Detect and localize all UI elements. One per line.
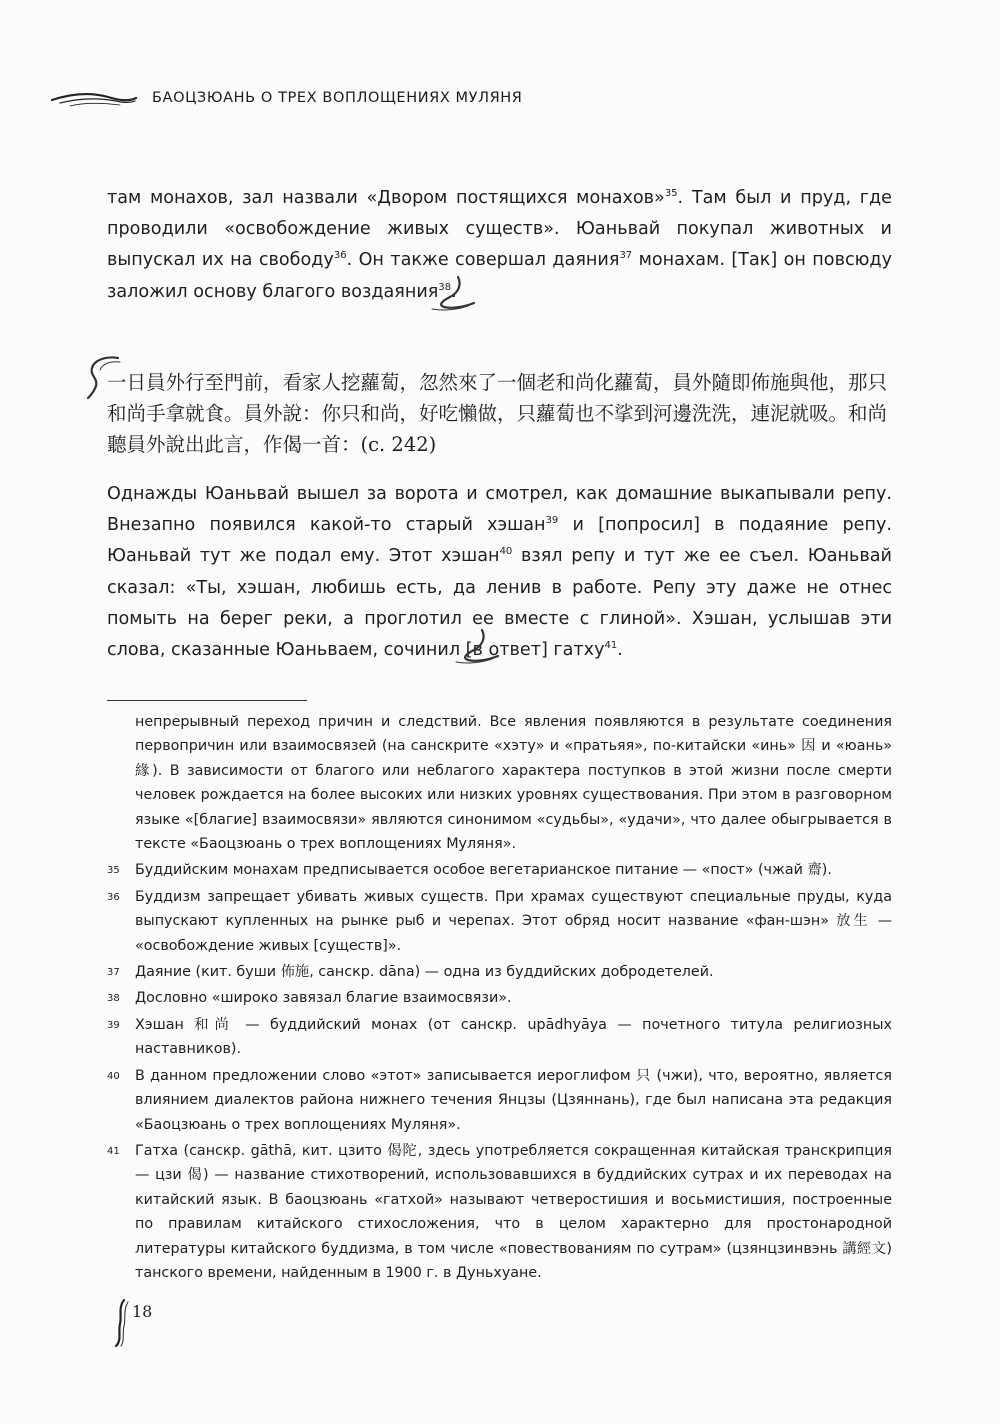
footnote-ref-40[interactable]: 40: [499, 546, 513, 558]
footnote-ref-39[interactable]: 39: [545, 515, 559, 527]
footnote-35: 35 Буддийским монахам предписывается особое вегетарианское питание — «пост» (чжай 齋).: [107, 862, 832, 879]
section-end-ornament-icon: [428, 273, 478, 313]
footnote-ref-35[interactable]: 35: [664, 188, 678, 199]
paragraph-1: там монахов, зал назвали «Двором постящихся монахов»$^{35}$. Там был и пруд, где проводили «освобождение живых существ». Юаньвай покупал животных и выпускал их на свободу$^{36}$. Он также совершал даяния$^{37}$ монахам. [Так] он повсюду заложил основу благого воздаяния$^{38}$.: [107, 188, 893, 302]
footnote-36: 36 Буддизм запрещает убивать живых существ. При храмах существуют специальные пруды, куда выпускают купленных на рынке рыб и черепах. Этот обряд носит название «фан-шэн» 放生 — «освобождение живых [существ]».: [107, 888, 892, 954]
header-title: БАОЦЗЮАНЬ О ТРЕХ ВОПЛОЩЕНИЯХ МУЛЯНЯ: [152, 90, 523, 106]
footnote-37: 37 Даяние (кит. буши 佈施, санскр. dāna) — одна из буддийских добродетелей.: [107, 964, 714, 981]
page-number: 18: [132, 1302, 153, 1321]
footnote-ref-36[interactable]: 36: [333, 250, 347, 262]
wave-ornament-icon: [50, 88, 140, 110]
footnote-ref-38[interactable]: 38: [438, 281, 452, 293]
section-end-ornament-icon: [452, 626, 502, 666]
running-header: [50, 86, 650, 116]
footnote-40: 40 В данном предложении слово «этот» записывается иероглифом 只 (чжи), что, вероятно, является влиянием диалектов района нижнего течения Янцзы (Цзяннань), где был написана эта редакция «Баоцзюань о трех воплощениях Муляня».: [107, 1067, 892, 1133]
footnote-ref-41[interactable]: 41: [604, 640, 618, 652]
footnote-38: 38 Дословно «широко завязал благие взаимосвязи».: [107, 990, 512, 1007]
page-footer: [112, 1298, 232, 1358]
footnote-41: 41 Гатха (санскр. gāthā, кит. цзито 偈陀, здесь употребляется сокращенная китайская транскрипция — цзи 偈) — название стихотворений, использовавшихся в буддийских сутрах и их переводах на китайский язык. В баоцзюань «гатхой» называют четверостишия и восьмистишия, построенные по правилам китайского стихосложения, что в целом характерно для простонародной литературы китайского буддизма, в том числе «повествованиям по сутрам» (цзянцзинвэнь 講經文) танского времени, найденным в 1900 г. в Дуньхуане.: [107, 1142, 892, 1281]
footnote-39: 39 Хэшан 和尚 — буддийский монах (от санскр. upādhyāya — почетного титула религиозных наставников).: [107, 1016, 892, 1058]
footnote-continuation: непрерывный переход причин и следствий. Все явления появляются в результате соединения первопричин или взаимосвязей (на санскрите «хэту» и «пратьяя», по-китайски «инь» 因 и «юань» 緣). В зависимости от благого или неблагого характера поступков в этой жизни после смерти человек рождается на более высоких или низких уровнях существования. При этом в разговорном языке «[благие] взаимосвязи» являются синонимом «судьбы», «удачи», что далее обыгрывается в тексте «Баоцзюань о трех воплощениях Муляня».: [135, 714, 892, 853]
chinese-original-text: 一日員外行至門前，看家人挖蘿蔔，忽然來了一個老和尚化蘿蔔，員外隨即佈施與他，那只和尚手拿就食。員外說：你只和尚，好吃懶做，只蘿蔔也不挲到河邊洗洗，連泥就吸。和尚聽員外說出此言，作偈一首：(с. 242): [107, 371, 888, 457]
footnote-ref-37[interactable]: 37: [619, 250, 633, 262]
paragraph-2: Однажды Юаньвай вышел за ворота и смотрел, как домашние выкапывали репу. Внезапно появился какой-то старый хэшан$^{39}$ и [попросил] в подаяние репу. Юаньвай тут же подал ему. Этот хэшан$^{40}$ взял репу и тут же ее съел. Юаньвай сказал: «Ты, хэшан, любишь есть, да ленив в работе. Репу эту даже не отнес помыть на берег реки, а проглотил ее вместе с глиной». Хэшан, услышав эти слова, сказанные Юаньваем, сочинил [в ответ] гатху$^{41}$.: [107, 484, 893, 661]
page-number-ornament-icon: [112, 1298, 132, 1348]
footnote-divider: [107, 700, 307, 701]
footnotes: [107, 710, 892, 1287]
